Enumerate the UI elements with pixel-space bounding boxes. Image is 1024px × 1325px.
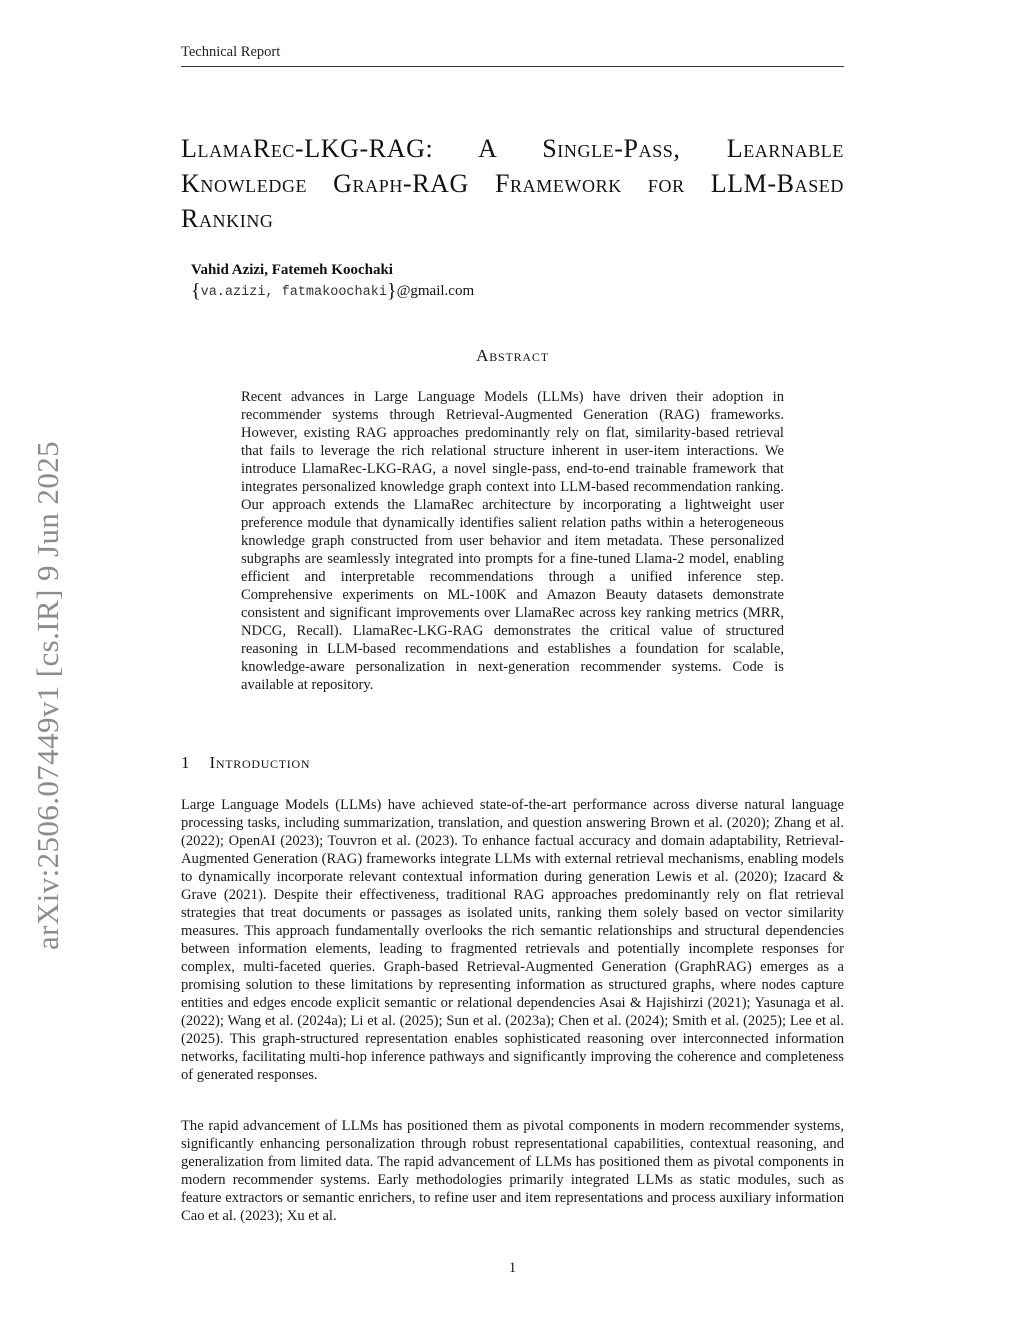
abstract-text: Recent advances in Large Language Models (LLMs) have driven their adoption in recommender systems through Retrieval-Augmented Generation (RAG) frameworks. However, existing RAG approaches predominantly rely on flat, similarity-based retrieval that fails to leverage the rich relational structure inherent in user-item interactions. We introduce LlamaRec-LKG-RAG, a novel single-pass, end-to-end trainable framework that integrates personalized knowledge graph context into LLM-based recommendation ranking. Our approach extends the LlamaRec architecture by incorporating a lightweight user preference module that dynamically identifies salient relation paths within a heterogeneous knowledge graph constructed from user behavior and item metadata. These personalized subgraphs are seamlessly integrated into prompts for a fine-tuned Llama-2 model, enabling efficient and interpretable recommendations through a unified inference step. Comprehensive experiments on ML-100K and Amazon Beauty datasets demonstrate consistent and significant improvements over LlamaRec across key ranking metrics (MRR, NDCG, Recall). LlamaRec-LKG-RAG demonstrates the critical value of structured reasoning in LLM-based recommendations and establishes a foundation for scalable, knowledge-aware personalization in next-generation recommender systems. Code is available at repository. (241, 389, 784, 693)
email-users: va.azizi, fatmakoochaki (200, 285, 387, 300)
abstract-heading: Abstract (476, 346, 549, 365)
header-rule (181, 66, 844, 67)
email-brace-open: { (191, 280, 201, 302)
email-brace-close: } (386, 280, 397, 302)
section-number: 1 (181, 753, 190, 772)
author-emails (191, 280, 474, 303)
page-number: 1 (508, 1260, 517, 1276)
arxiv-identifier: arXiv:2506.07449v1 [cs.IR] 9 Jun 2025 (30, 440, 65, 950)
section-heading-introduction (181, 753, 310, 773)
author-names: Vahid Azizi, Fatemeh Koochaki (191, 262, 393, 278)
running-header: Technical Report (181, 44, 281, 60)
email-domain: @gmail.com (396, 283, 475, 299)
paper-title: LlamaRec-LKG-RAG: A Single-Pass, Learnable Knowledge Graph-RAG Framework for LLM-Based Ranking (181, 134, 844, 233)
intro-paragraph-2: The rapid advancement of LLMs has positioned them as pivotal components in modern recommender systems, significantly enhancing personalization through robust representational capabilities, contextual reasoning, and generalization from limited data. The rapid advancement of LLMs has positioned them as pivotal components in modern recommender systems. Early methodologies primarily integrated LLMs as static modules, such as feature extractors or semantic enrichers, to refine user and item representations and process auxiliary information Cao et al. (2023); Xu et al. (181, 1118, 844, 1224)
section-title: Introduction (209, 753, 311, 772)
intro-paragraph-1: Large Language Models (LLMs) have achieved state-of-the-art performance across diverse natural language processing tasks, including summarization, translation, and question answering Brown et al. (2020); Zhang et al. (2022); OpenAI (2023); Touvron et al. (2023). To enhance factual accuracy and domain adaptability, Retrieval-Augmented Generation (RAG) frameworks integrate LLMs with external retrieval mechanisms, enabling models to dynamically incorporate relevant contextual information during generation Lewis et al. (2020); Izacard & Grave (2021). Despite their effectiveness, traditional RAG approaches predominantly rely on flat retrieval strategies that treat documents or passages as isolated units, ranking them solely based on vector similarity measures. This approach fundamentally overlooks the rich semantic relationships and structural dependencies between information elements, leading to fragmented retrievals and potentially incomplete responses for complex, multi-faceted queries. Graph-based Retrieval-Augmented Generation (GraphRAG) emerges as a promising solution to these limitations by representing information as structured graphs, where nodes capture entities and edges encode explicit semantic or relational dependencies Asai & Hajishirzi (2021); Yasunaga et al. (2022); Wang et al. (2024a); Li et al. (2025); Sun et al. (2023a); Chen et al. (2024); Smith et al. (2025); Lee et al. (2025). This graph-structured representation enables sophisticated reasoning over interconnected information networks, facilitating multi-hop inference pathways and significantly improving the coherence and completeness of generated responses. (181, 797, 844, 1083)
